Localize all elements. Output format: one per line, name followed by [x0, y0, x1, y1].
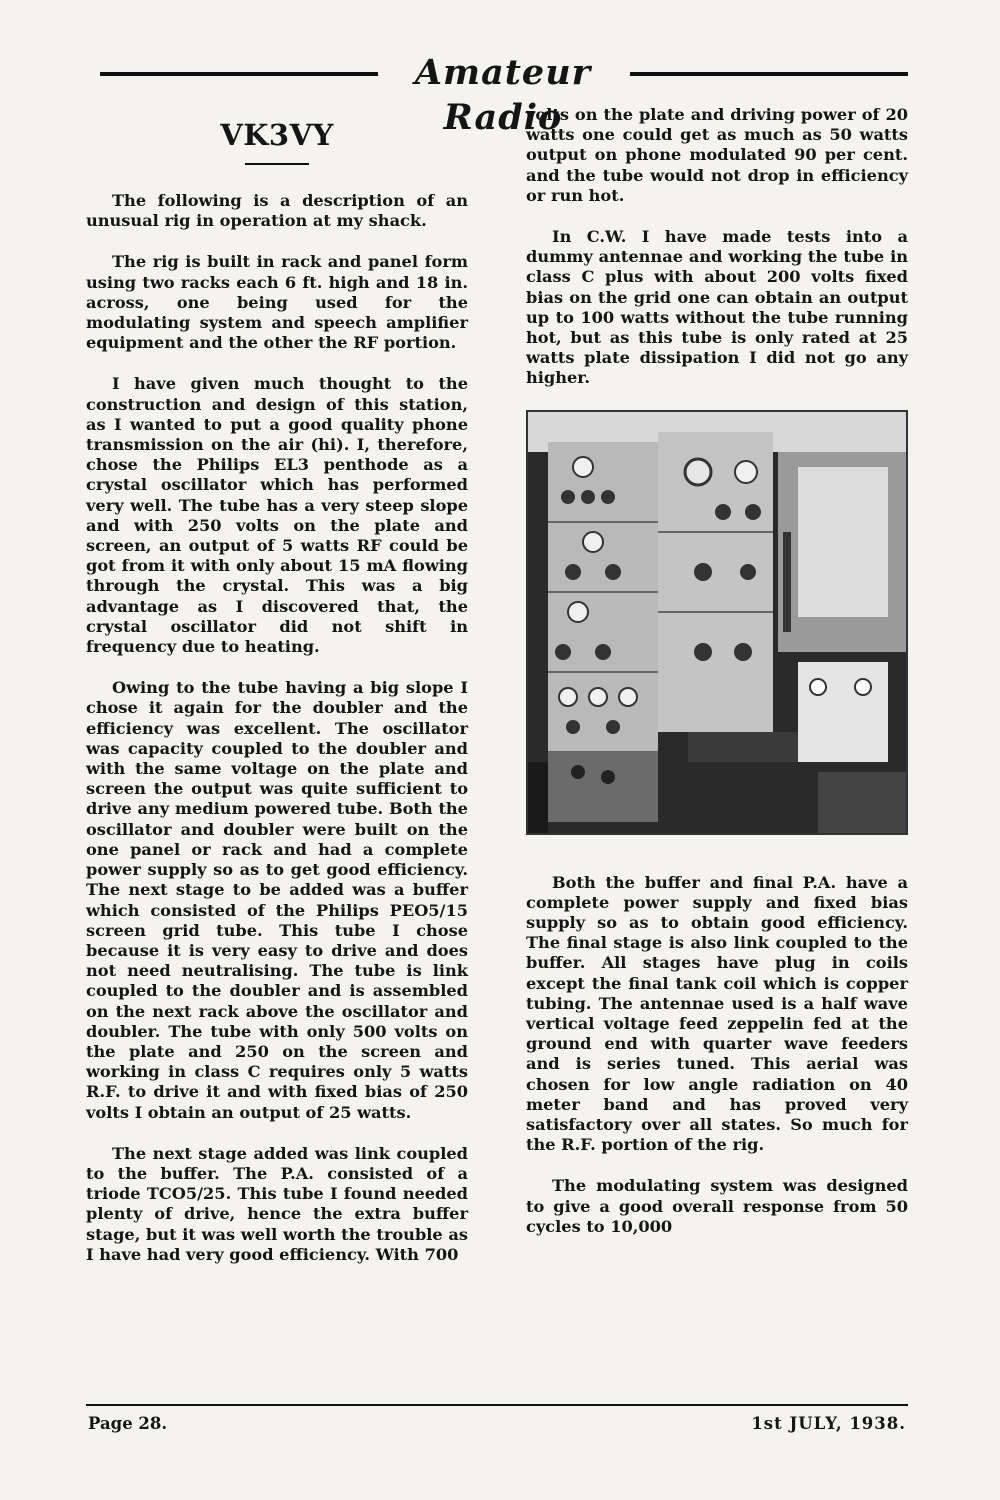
page-number: Page 28. — [88, 1414, 168, 1433]
masthead-rule-right — [630, 72, 908, 76]
magazine-logo: Amateur Radio — [414, 52, 592, 138]
footer-rule — [86, 1404, 908, 1406]
paragraph: In C.W. I have made tests into a dummy antennae and working the tube in class C plus with about 200 volts fixed bias on the grid one can obtain an output up to 100 watts without the tube running hot, but as this tube is only rated at 25 watts plate dissipation I did not go any higher. — [526, 227, 908, 388]
right-column — [526, 105, 908, 1258]
page-footer — [86, 1404, 908, 1433]
paragraph: Both the buffer and final P.A. have a complete power supply and fixed bias supply so as to obtain good efficiency. The final stage is also link coupled to the buffer. All stages have plug in coils except the final tank coil which is copper tubing. The antennae used is a half wave vertical voltage feed zeppelin fed at the ground end with quarter wave feeders and is series tuned. This aerial was chosen for low angle radiation on 40 meter band and has proved very satisfactory over all states. So much for the R.F. portion of the rig. — [526, 872, 908, 1155]
left-column — [86, 105, 468, 1286]
paragraph: The following is a description of an unusual rig in operation at my shack. — [86, 191, 468, 231]
paragraph: I have given much thought to the construction and design of this station, as I wanted to put a good quality phone transmission on the air (hi). I, therefore, chose the Philips EL3 penthode as a crystal oscillator which has performed very well. The tube has a very steep slope and with 250 volts on the plate and screen, an output of 5 watts RF could be got from it with only about 15 mA flowing through the crystal. This was a big advantage as I discovered that, the crystal oscillator did not shift in frequency due to heating. — [86, 374, 468, 657]
issue-date: 1st JULY, 1938. — [751, 1414, 906, 1433]
masthead-rule-left — [100, 72, 378, 76]
paragraph: The rig is built in rack and panel form using two racks each 6 ft. high and 18 in. across, one being used for the modulating system and speech amplifier equipment and the other the RF portion. — [86, 252, 468, 353]
paragraph: The next stage added was link coupled to the buffer. The P.A. consisted of a triode TCO5/25. This tube I found needed plenty of drive, hence the extra buffer stage, but it was well worth the trouble as I have had very good efficiency. With 700 — [86, 1143, 468, 1264]
transmitter-rack-photo — [528, 412, 906, 833]
paragraph: The modulating system was designed to give a good overall response from 50 cycles to 10,000 — [526, 1176, 908, 1236]
paragraph-continuation: volts on the plate and driving power of 20 watts one could get as much as 50 watts output on phone modulated 90 per cent. and the tube would not drop in efficiency or run hot. — [526, 105, 908, 205]
paragraph: Owing to the tube having a big slope I chose it again for the doubler and the efficiency was excellent. The oscillator was capacity coupled to the doubler and with the same voltage on the plate and screen the output was quite sufficient to drive any medium powered tube. Both the oscillator and doubler were built on the one panel or rack and had a complete power supply so as to get good efficiency. The next stage to be added was a buffer which consisted of the Philips PEO5/15 screen grid tube. This tube I chose because it is very easy to drive and does not need neutralising. The tube is link coupled to the doubler and is assembled on the next rack above the oscillator and doubler. The tube with only 500 volts on the plate and 250 on the screen and working in class C requires only 5 watts R.F. to drive it and with fixed bias of 250 volts I obtain an output of 25 watts. — [86, 678, 468, 1122]
station-photo — [526, 410, 908, 835]
article-title: VK3VY — [220, 118, 334, 152]
title-underline — [245, 163, 309, 165]
